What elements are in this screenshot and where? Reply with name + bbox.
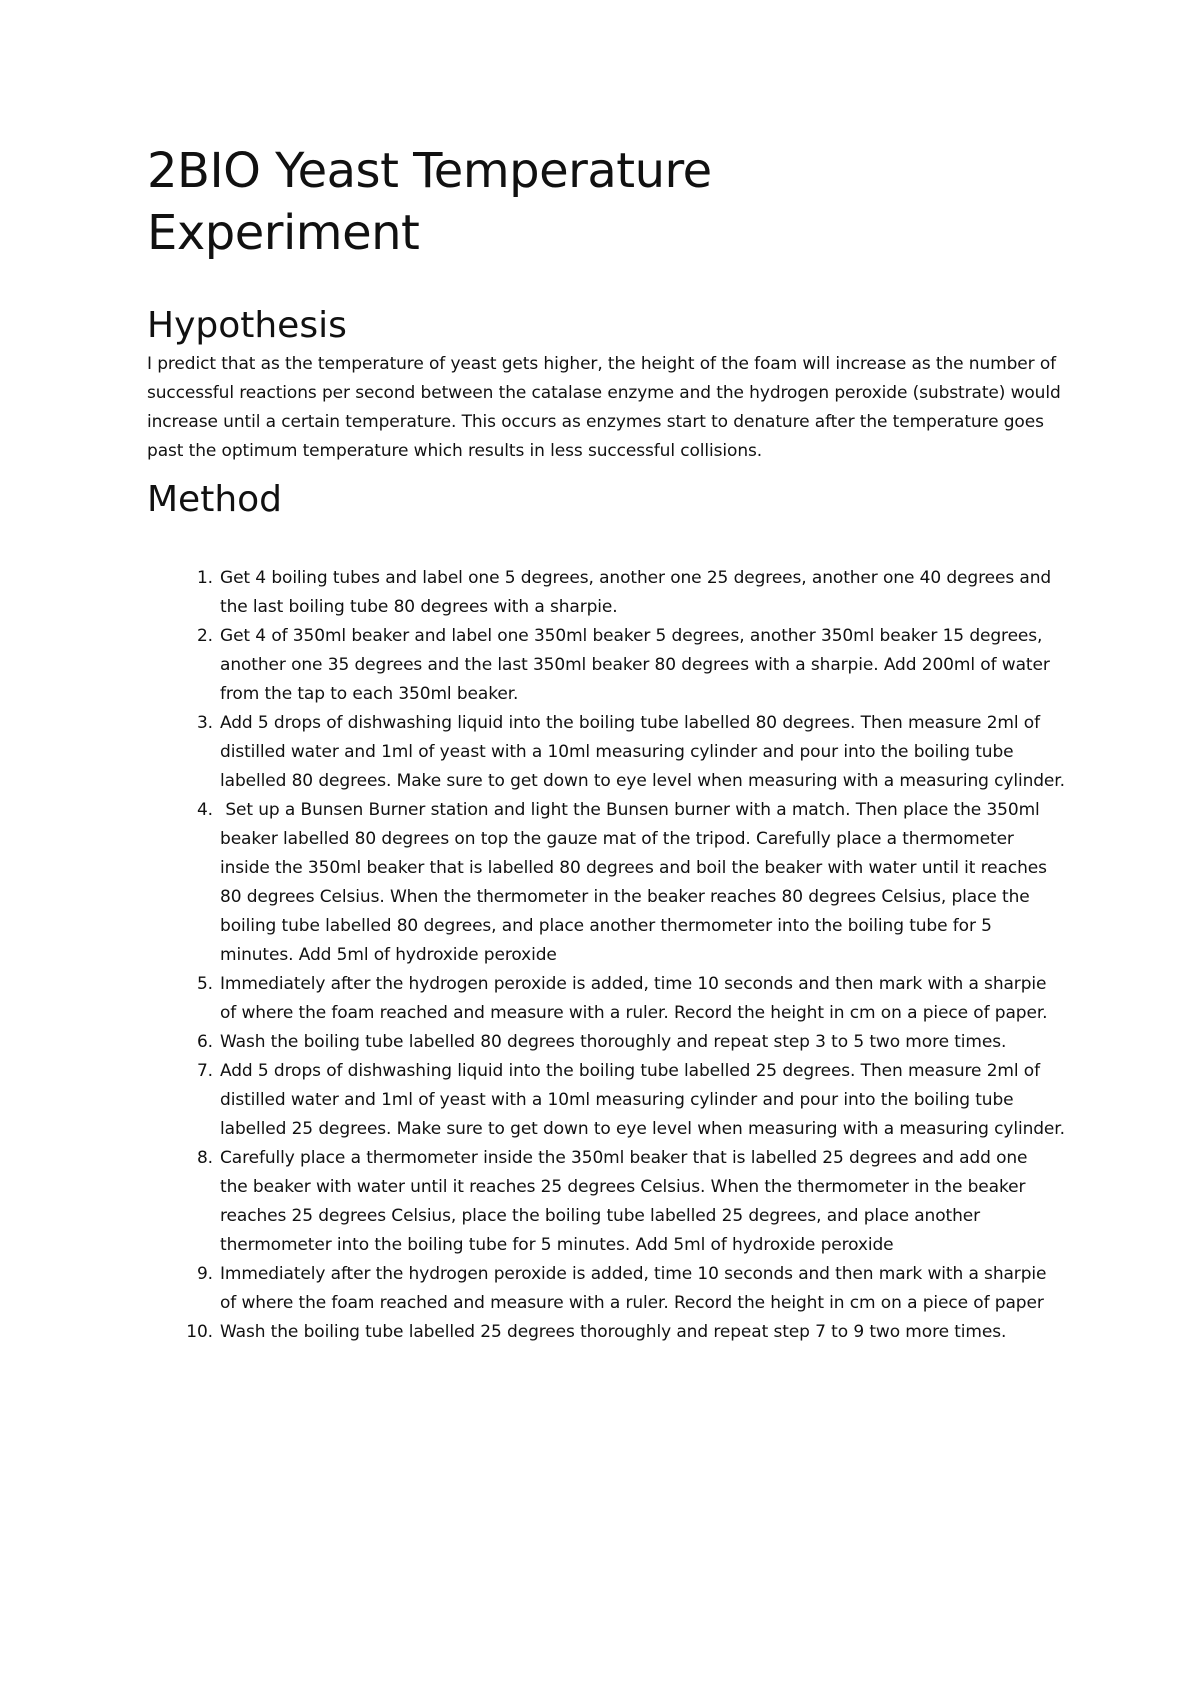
method-steps-list [147, 564, 1067, 1347]
step-number: 9. [196, 1264, 213, 1284]
document-page [147, 140, 1067, 1347]
step-number: 3. [196, 713, 213, 733]
method-step [147, 622, 1067, 709]
method-step [147, 1028, 1067, 1057]
method-step [147, 564, 1067, 622]
method-step [147, 970, 1067, 1028]
step-text: Get 4 boiling tubes and label one 5 degrees, another one 25 degrees, another one 40 degrees and the last boiling tube 80 degrees with a sharpie. [220, 568, 1052, 617]
step-text: Set up a Bunsen Burner station and light the Bunsen burner with a match. Then place the 350ml beaker labelled 80 degrees on top the gauze mat of the tripod. Carefully place a thermometer inside the 350ml beaker that is labelled 80 degrees and boil the beaker with water until it reaches 80 degrees Celsius. When the thermometer in the beaker reaches 80 degrees Celsius, place the boiling tube labelled 80 degrees, and place another thermometer into the boiling tube for 5 minutes. Add 5ml of hydroxide peroxide [220, 800, 1053, 965]
method-heading: Method [147, 479, 283, 520]
method-step [147, 796, 1067, 970]
method-step [147, 1057, 1067, 1144]
hypothesis-heading: Hypothesis [147, 305, 347, 346]
document-title [147, 140, 1067, 264]
method-step [147, 1144, 1067, 1260]
step-number: 10. [186, 1322, 213, 1342]
step-text: Wash the boiling tube labelled 80 degrees thoroughly and repeat step 3 to 5 two more times. [220, 1032, 1007, 1052]
step-text: Immediately after the hydrogen peroxide is added, time 10 seconds and then mark with a sharpie of where the foam reached and measure with a ruler. Record the height in cm on a piece of paper [220, 1264, 1047, 1313]
method-step [147, 709, 1067, 796]
title-line-2: Experiment [147, 205, 420, 261]
step-text: Get 4 of 350ml beaker and label one 350ml beaker 5 degrees, another 350ml beaker 15 degrees, another one 35 degrees and the last 350ml beaker 80 degrees with a sharpie. Add 200ml of water from the tap to each 350ml beaker. [220, 626, 1050, 704]
method-step [147, 1318, 1067, 1347]
step-number: 8. [196, 1148, 213, 1168]
step-number: 2. [196, 626, 213, 646]
step-text: Wash the boiling tube labelled 25 degrees thoroughly and repeat step 7 to 9 two more times. [220, 1322, 1007, 1342]
step-text: Add 5 drops of dishwashing liquid into the boiling tube labelled 80 degrees. Then measure 2ml of distilled water and 1ml of yeast with a 10ml measuring cylinder and pour into the boiling tube labelled 80 degrees. Make sure to get down to eye level when measuring with a measuring cylinder. [220, 713, 1065, 791]
title-line-1: 2BIO Yeast Temperature [147, 143, 712, 199]
hypothesis-text: I predict that as the temperature of yeast gets higher, the height of the foam will increase as the number of successful reactions per second between the catalase enzyme and the hydrogen peroxide (substrate) would increase until a certain temperature. This occurs as enzymes start to denature after the temperature goes past the optimum temperature which results in less successful collisions. [147, 354, 1061, 461]
step-number: 7. [196, 1061, 213, 1081]
step-number: 5. [196, 974, 213, 994]
step-text: Immediately after the hydrogen peroxide is added, time 10 seconds and then mark with a sharpie of where the foam reached and measure with a ruler. Record the height in cm on a piece of paper. [220, 974, 1048, 1023]
step-number: 6. [196, 1032, 213, 1052]
step-text: Add 5 drops of dishwashing liquid into the boiling tube labelled 25 degrees. Then measure 2ml of distilled water and 1ml of yeast with a 10ml measuring cylinder and pour into the boiling tube labelled 25 degrees. Make sure to get down to eye level when measuring with a measuring cylinder. [220, 1061, 1065, 1139]
method-step [147, 1260, 1067, 1318]
step-number: 1. [196, 568, 213, 588]
step-text: Carefully place a thermometer inside the 350ml beaker that is labelled 25 degrees and add one the beaker with water until it reaches 25 degrees Celsius. When the thermometer in the beaker reaches 25 degrees Celsius, place the boiling tube labelled 25 degrees, and place another thermometer into the boiling tube for 5 minutes. Add 5ml of hydroxide peroxide [220, 1148, 1044, 1255]
step-number: 4. [196, 800, 213, 820]
